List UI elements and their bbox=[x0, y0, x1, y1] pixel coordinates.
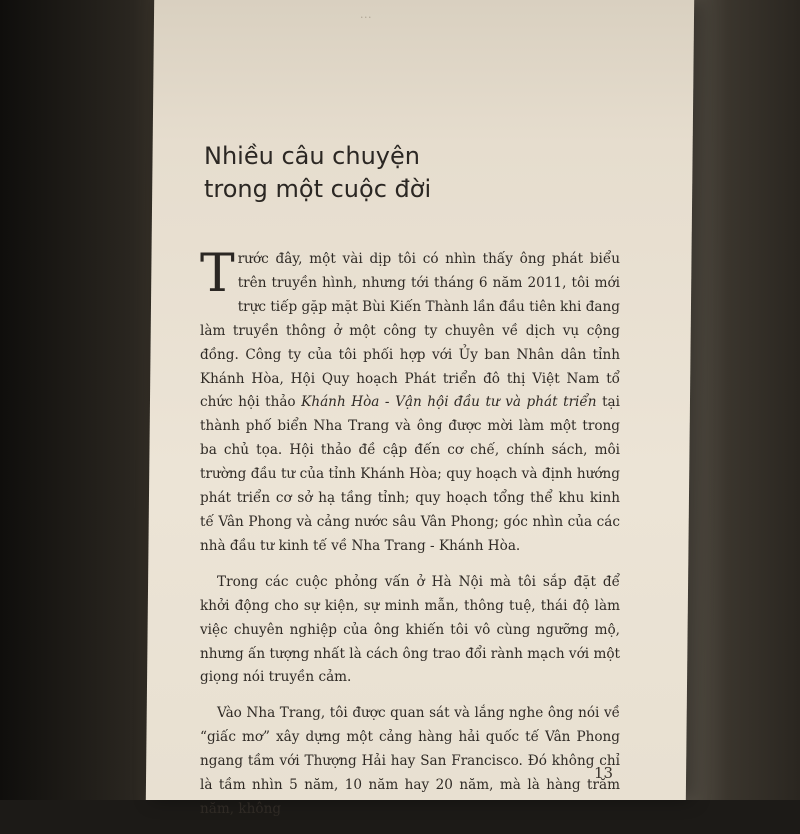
event-title-italic: Khánh Hòa - Vận hội đầu tư và phát triển bbox=[301, 394, 597, 411]
chapter-title-line-1: Nhiều câu chuyện bbox=[204, 142, 420, 170]
paragraph-1-text: rước đây, một vài dịp tôi có nhìn thấy ông phát biểu trên truyền hình, nhưng tới tháng 6 năm 2011, tôi mới trực tiếp gặp mặt Bùi Kiến Thành lần đầu tiên khi đang làm truyền thông ở một công ty chuyên về dịch vụ cộng đồng. Công ty của tôi phối hợp với Ủy ban Nhân dân tỉnh Khánh Hòa, Hội Quy hoạch Phát triển đô thị Việt Nam tổ chức hội thảo bbox=[200, 251, 620, 411]
paragraph-1 bbox=[200, 244, 620, 559]
paragraph-1-text-end: tại thành phố biển Nha Trang và ông được mời làm một trong ba chủ tọa. Hội thảo đề cập đến cơ chế, chính sách, môi trường đầu tư của tỉnh Khánh Hòa; quy hoạch và định hướng phát triển cơ sở hạ tầng tỉnh; quy hoạch tổng thể khu kinh tế Vân Phong và cảng nước sâu Vân Phong; góc nhìn của các nhà đầu tư kinh tế về Nha Trang - Khánh Hòa. bbox=[200, 394, 620, 554]
body-text bbox=[200, 244, 620, 834]
paragraph-2: Trong các cuộc phỏng vấn ở Hà Nội mà tôi sắp đặt để khởi động cho sự kiện, sự minh mẫn, thông tuệ, thái độ làm việc chuyên nghiệp của ông khiến tôi vô cùng ngưỡng mộ, nhưng ấn tượng nhất là cách ông trao đổi rành mạch với một giọng nói truyền cảm. bbox=[200, 573, 620, 686]
running-head: ... bbox=[360, 8, 372, 21]
paragraph-3: Vào Nha Trang, tôi được quan sát và lắng nghe ông nói về “giấc mơ” xây dựng một cảng hàng hải quốc tế Vân Phong ngang tầm với Thượng Hải hay San Francisco. Đó không chỉ là tầm nhìn 5 năm, 10 năm hay 20 năm, mà là hàng trăm năm, không bbox=[200, 705, 620, 817]
chapter-title-line-2: trong một cuộc đời bbox=[204, 175, 432, 203]
chapter-title bbox=[204, 140, 604, 206]
background-right bbox=[680, 0, 800, 800]
page-number: 13 bbox=[594, 764, 614, 782]
drop-cap: T bbox=[200, 244, 235, 304]
